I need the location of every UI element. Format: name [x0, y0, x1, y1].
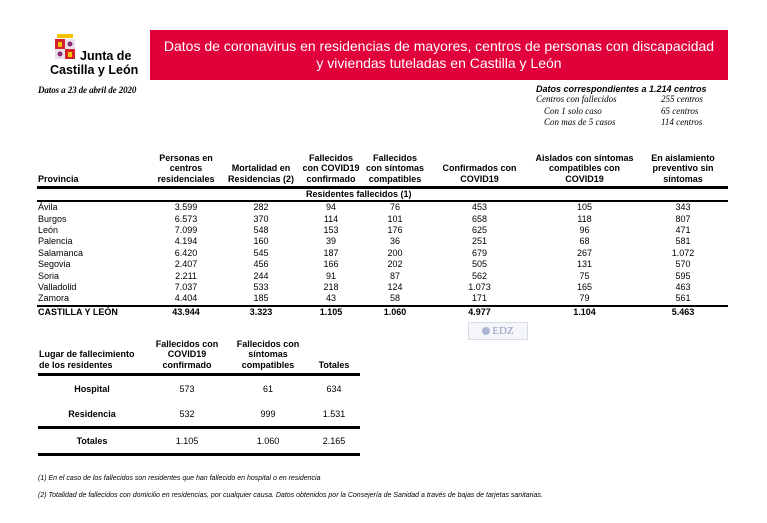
cell: 131 — [576, 259, 593, 270]
cell: 94 — [325, 202, 336, 213]
total-cell: 1.060 — [228, 428, 308, 455]
table-subheader-row — [37, 188, 728, 202]
column-header: Provincia — [37, 150, 150, 188]
cell: 200 — [387, 247, 403, 258]
cell: 2.211 — [175, 270, 197, 281]
footnote-1: (1) En el caso de los fallecidos son residentes que han fallecido en hospital o en residencia — [38, 475, 321, 482]
cell: 166 — [323, 259, 339, 270]
table-row — [38, 401, 360, 428]
table-row — [37, 248, 728, 259]
total-label: Totales — [38, 428, 146, 455]
province-name: Valladolid — [38, 281, 77, 292]
table-row — [37, 282, 728, 293]
cell: 218 — [323, 281, 339, 292]
centers-row — [536, 106, 716, 118]
cell: 3.599 — [174, 202, 198, 213]
table-row — [37, 270, 728, 281]
cell: 456 — [253, 259, 269, 270]
cell: 61 — [262, 383, 273, 394]
cell: 4.404 — [174, 293, 198, 304]
province-name: Burgos — [38, 213, 67, 224]
cell: 595 — [675, 270, 691, 281]
province-name: Ávila — [38, 202, 58, 213]
total-cell: 43.944 — [150, 306, 222, 319]
report-date: Datos a 23 de abril de 2020 — [38, 85, 137, 95]
cell: 6.573 — [174, 213, 198, 224]
province-name: Soria — [38, 270, 60, 281]
cell: 105 — [576, 202, 593, 213]
centers-row-label: Con mas de 5 casos — [544, 117, 616, 127]
cell: 43 — [325, 293, 336, 304]
cell: 101 — [387, 213, 403, 224]
cell: 625 — [471, 224, 488, 235]
cell: 68 — [579, 236, 590, 247]
residents-deceased-subheader: Residentes fallecidos (1) — [300, 188, 531, 202]
coat-of-arms-icon — [54, 34, 76, 60]
cell: 39 — [325, 236, 336, 247]
cell: 267 — [576, 247, 593, 258]
cell: 244 — [253, 270, 269, 281]
cell: 75 — [579, 270, 590, 281]
cell: 1.531 — [322, 408, 346, 419]
cell: 658 — [471, 213, 488, 224]
total-cell: 1.104 — [531, 306, 638, 319]
column-header: Confirmados con COVID19 — [428, 150, 531, 188]
column-header: Fallecidos con síntomas compatibles — [228, 338, 308, 375]
cell: 1.072 — [671, 247, 695, 258]
cell: 4.194 — [174, 236, 198, 247]
table-row — [37, 293, 728, 305]
cell: 581 — [675, 236, 691, 247]
province-table — [37, 150, 728, 319]
total-cell: 1.060 — [362, 306, 428, 319]
table-header-row — [38, 338, 360, 375]
cell: 570 — [675, 259, 691, 270]
centers-row-value: 255 centros — [661, 94, 703, 104]
column-header: Fallecidos con síntomas compatibles — [362, 150, 428, 188]
cell: 282 — [253, 202, 269, 213]
province-name: Segovia — [38, 259, 71, 270]
cell: 561 — [675, 293, 691, 304]
cell: 370 — [253, 213, 269, 224]
cell: 185 — [253, 293, 269, 304]
total-label: CASTILLA Y LEÓN — [37, 306, 150, 319]
table-row — [37, 213, 728, 224]
cell: 573 — [179, 383, 195, 394]
column-header: Fallecidos con COVID19 confirmado — [300, 150, 362, 188]
footnote-2: (2) Totalidad de fallecidos con domicilio en residencias, por cualquier causa. Datos obtenidos por la Consejería de Sanidad a través de bajas de tarjetas sanitarias. — [38, 492, 543, 499]
logo-text-line1: Junta de — [80, 49, 132, 63]
table-row — [38, 375, 360, 402]
column-header: Fallecidos con COVID19 confirmado — [146, 338, 228, 375]
cell: 36 — [389, 236, 400, 247]
column-header: En aislamiento preventivo sin síntomas — [638, 150, 728, 188]
centers-heading: Datos correspondientes a 1.214 centros — [536, 84, 707, 94]
title-banner — [150, 30, 728, 80]
table-row — [37, 259, 728, 270]
logo-text-line2: Castilla y León — [50, 63, 139, 77]
cell: 176 — [387, 224, 403, 235]
table-header-row — [37, 150, 728, 188]
edz-watermark — [468, 322, 528, 340]
cell: 548 — [253, 224, 269, 235]
cell: 118 — [577, 213, 592, 224]
column-header: Mortalidad en Residencias (2) — [222, 150, 300, 188]
centers-row-label: Centros con fallecidos — [536, 94, 617, 104]
footnotes — [38, 470, 543, 504]
cell: 171 — [471, 293, 488, 304]
total-cell: 4.977 — [428, 306, 531, 319]
cell: 1.073 — [468, 281, 491, 292]
table-row — [37, 225, 728, 236]
cell: 114 — [323, 213, 339, 224]
total-cell: 1.105 — [146, 428, 228, 455]
cell: 807 — [675, 213, 691, 224]
table-total-row — [37, 306, 728, 319]
cell: 91 — [325, 270, 336, 281]
cell: 76 — [389, 202, 400, 213]
row-label: Hospital — [74, 383, 110, 394]
circle-icon — [482, 327, 490, 335]
column-header: Totales — [308, 338, 360, 375]
total-cell: 1.105 — [300, 306, 362, 319]
cell: 160 — [253, 236, 269, 247]
cell: 187 — [323, 247, 339, 258]
province-name: León — [38, 224, 59, 235]
cell: 153 — [323, 224, 339, 235]
centers-row-label: Con 1 solo caso — [544, 105, 602, 116]
cell: 251 — [471, 236, 488, 247]
row-label: Residencia — [68, 408, 116, 419]
centers-row-value: 114 centros — [661, 117, 703, 127]
cell: 471 — [675, 224, 691, 235]
cell: 96 — [579, 224, 590, 235]
cell: 58 — [389, 293, 400, 304]
cell: 463 — [675, 281, 691, 292]
cell: 999 — [260, 408, 276, 419]
province-name: Zamora — [38, 293, 70, 304]
cell: 634 — [326, 383, 342, 394]
cell: 202 — [387, 259, 403, 270]
centers-row — [536, 117, 716, 129]
province-name: Salamanca — [38, 247, 84, 258]
cell: 7.099 — [174, 224, 198, 235]
column-header: Lugar de fallecimiento de los residentes — [38, 338, 146, 375]
cell: 7.037 — [174, 281, 198, 292]
cell: 87 — [389, 270, 400, 281]
cell: 165 — [576, 281, 593, 292]
cell: 124 — [387, 281, 403, 292]
centers-row-value: 65 centros — [661, 105, 699, 116]
column-header: Personas en centros residenciales — [150, 150, 222, 188]
cell: 562 — [471, 270, 488, 281]
cell: 679 — [471, 247, 488, 258]
page-title: Datos de coronavirus en residencias de mayores, centros de personas con discapacidad y viviendas tuteladas en Castilla y León — [163, 38, 715, 71]
table-row — [37, 236, 728, 247]
province-name: Palencia — [38, 236, 73, 247]
total-cell: 3.323 — [222, 306, 300, 319]
cell: 532 — [179, 408, 195, 419]
cell: 6.420 — [174, 247, 198, 258]
cell: 505 — [471, 259, 488, 270]
column-header: Aislados con síntomas compatibles con COVID19 — [531, 150, 638, 188]
table-total-row — [38, 428, 360, 455]
centers-summary — [536, 84, 716, 129]
cell: 79 — [579, 293, 590, 304]
total-cell: 5.463 — [638, 306, 728, 319]
total-cell: 2.165 — [308, 428, 360, 455]
cell: 545 — [253, 247, 269, 258]
cell: 343 — [675, 202, 691, 213]
centers-row — [536, 94, 716, 106]
cell: 533 — [253, 281, 269, 292]
cell: 453 — [471, 202, 488, 213]
table-row — [37, 201, 728, 213]
place-of-death-table — [38, 338, 360, 456]
junta-logo — [50, 30, 150, 82]
watermark-text: EDZ — [492, 325, 514, 337]
cell: 2.407 — [174, 259, 198, 270]
